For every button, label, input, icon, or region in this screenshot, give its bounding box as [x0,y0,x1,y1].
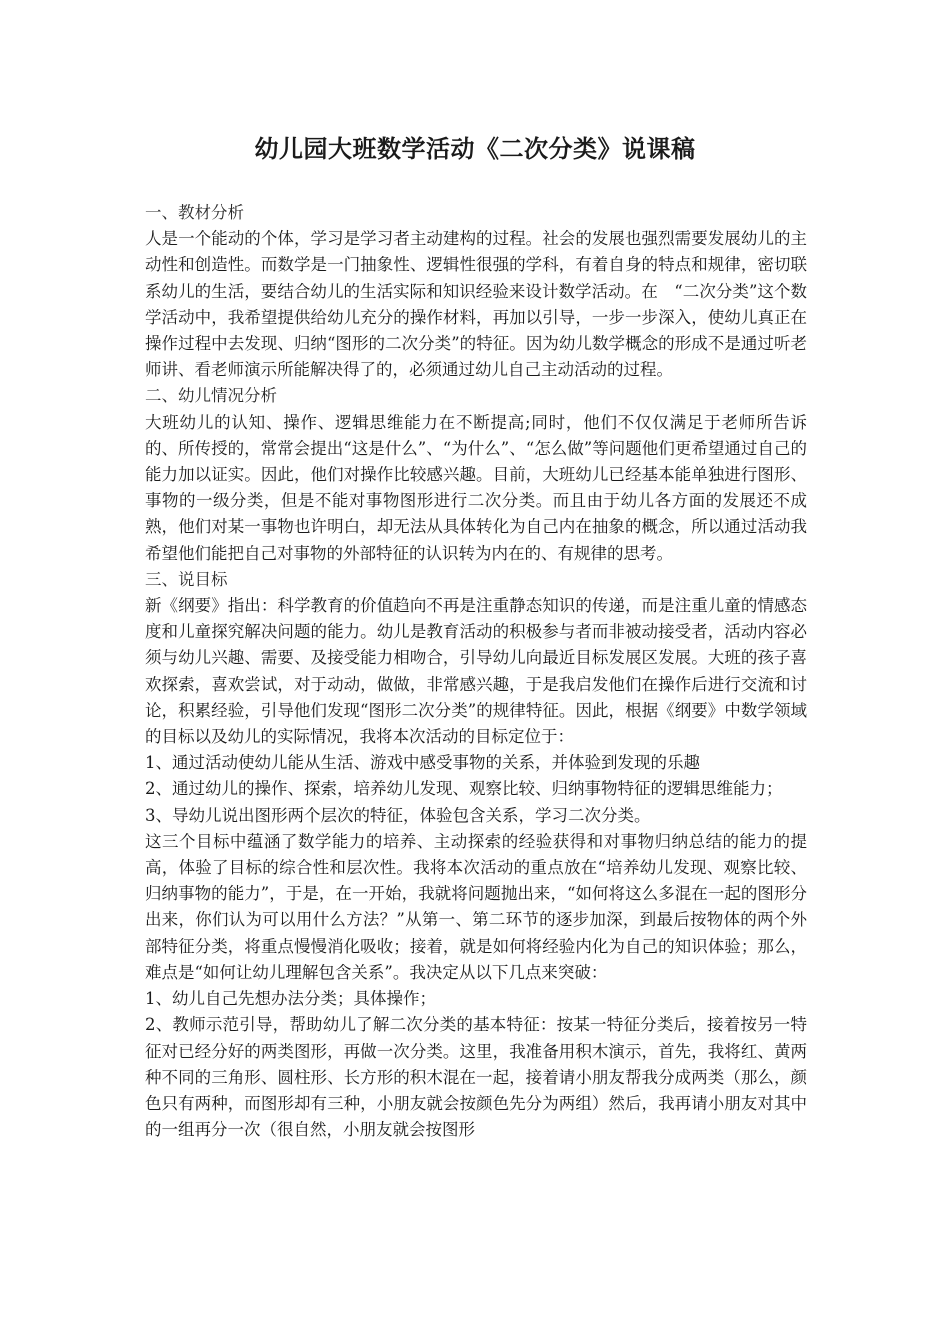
goal-item-1: 1、通过活动使幼儿能从生活、游戏中感受事物的关系，并体验到发现的乐趣 [145,753,700,773]
section-heading-materials: 一、教材分析 [145,203,244,222]
paragraph-materials: 人是一个能动的个体，学习是学习者主动建构的过程。社会的发展也强烈需要发展幼儿的主动性和创造性。而数学是一门抽象性、逻辑性很强的学科，有着自身的特点和规律，密切联系幼儿的生活，要结合幼儿的生活实际和知识经验来设计数学活动。在 “二次分类”这个数学活动中，我希望提供给幼儿充分的操作材料，再加以引导，一步一步深入，使幼儿真正在操作过程中去发现、归纳“图形的二次分类”的特征。因为幼儿数学概念的形成不是通过听老师讲、看老师演示所能解决得了的，必须通过幼儿自己主动活动的过程。 [145,229,807,380]
paragraph-children: 大班幼儿的认知、操作、逻辑思维能力在不断提高;同时，他们不仅仅满足于老师所告诉的、所传授的，常常会提出“这是什么”、“为什么”、“怎么做”等问题他们更希望通过自己的能力加以证实。因此，他们对操作比较感兴趣。目前，大班幼儿已经基本能单独进行图形、事物的一级分类，但是不能对事物图形进行二次分类。而且由于幼儿各方面的发展还不成熟，他们对某一事物也许明白，却无法从具体转化为自己内在抽象的概念，所以通过活动我希望他们能把自己对事物的外部特征的认识转为内在的、有规律的思考。 [145,412,807,563]
paragraph-goals-intro: 新《纲要》指出：科学教育的价值趋向不再是注重静态知识的传递，而是注重儿童的情感态度和儿童探究解决问题的能力。幼儿是教育活动的积极参与者而非被动接受者，活动内容必须与幼儿兴趣、需要、及接受能力相吻合，引导幼儿向最近目标发展区发展。大班的孩子喜欢探索，喜欢尝试，对于动动，做做，非常感兴趣，于是我启发他们在操作后进行交流和讨论，积累经验，引导他们发现“图形二次分类”的规律特征。因此，根据《纲要》中数学领域的目标以及幼儿的实际情况，我将本次活动的目标定位于： [145,596,807,747]
paragraph-goals-summary: 这三个目标中蕴涵了数学能力的培养、主动探索的经验获得和对事物归纳总结的能力的提高，体验了目标的综合性和层次性。我将本次活动的重点放在“培养幼儿发现、观察比较、归纳事物的能力”，于是，在一开始，我就将问题抛出来，“如何将这么多混在一起的图形分出来，你们认为可以用什么方法？”从第一、第二环节的逐步加深，到最后按物体的两个外部特征分类，将重点慢慢消化吸收；接着，就是如何将经验内化为自己的知识体验；那么，难点是“如何让幼儿理解包含关系”。我决定从以下几点来突破： [145,831,807,982]
approach-item-2: 2、教师示范引导，帮助幼儿了解二次分类的基本特征：按某一特征分类后，接着按另一特征对已经分好的两类图形，再做一次分类。这里，我准备用积木演示，首先，我将红、黄两种不同的三角形、圆柱形、长方形的积木混在一起，接着请小朋友帮我分成两类（那么，颜色只有两种，而图形却有三种，小朋友就会按颜色先分为两组）然后，我再请小朋友对其中的一组再分一次（很自然，小朋友就会按图形 [145,1015,807,1140]
approach-item-1: 1、幼儿自己先想办法分类；具体操作； [145,989,436,1009]
section-heading-goals: 三、说目标 [145,569,228,589]
document-title: 幼儿园大班数学活动《二次分类》说课稿 [254,134,696,163]
section-heading-children: 二、幼儿情况分析 [145,386,277,406]
goal-item-2: 2、通过幼儿的操作、探索，培养幼儿发现、观察比较、归纳事物特征的逻辑思维能力； [145,779,783,799]
document-body [145,200,807,1143]
goal-item-3: 3、导幼儿说出图形两个层次的特征，体验包含关系，学习二次分类。 [145,805,651,825]
